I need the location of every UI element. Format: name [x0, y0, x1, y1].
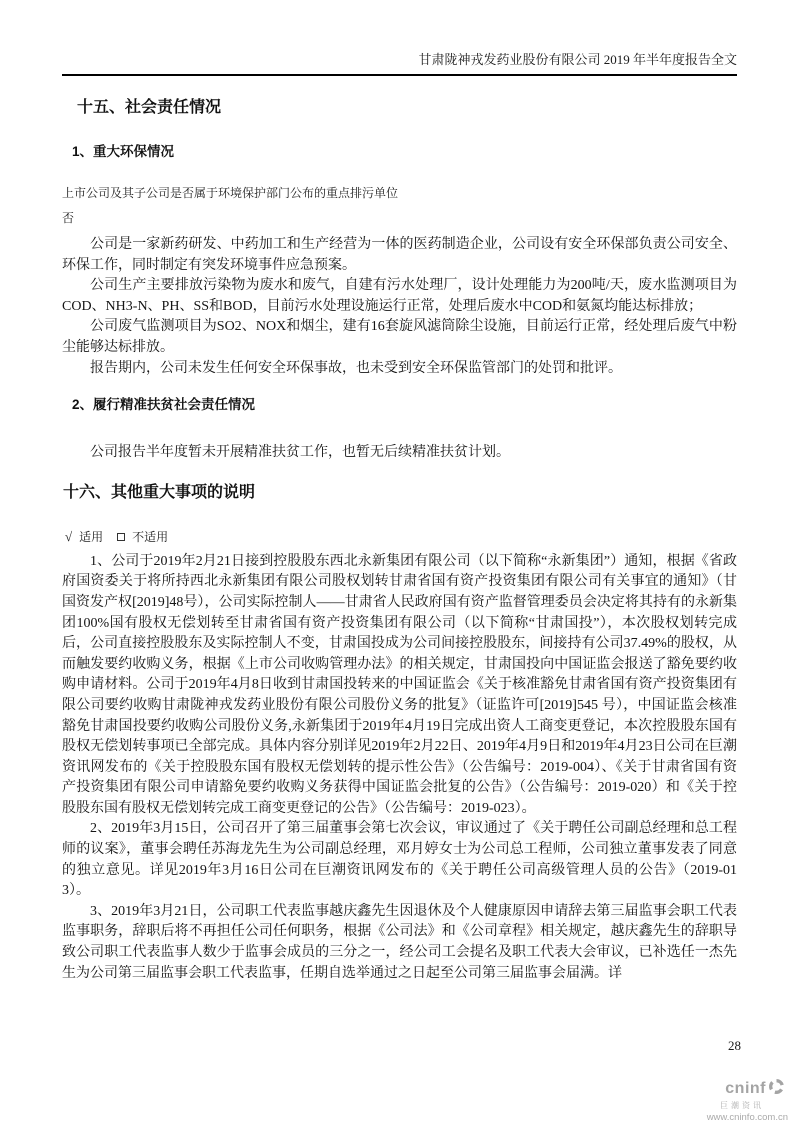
checkmark-icon: √: [65, 528, 73, 544]
cninfo-website: www.cninfo.com.cn: [706, 1112, 788, 1122]
paragraph: 报告期内，公司未发生任何安全环保事故，也未受到安全环保监管部门的处罚和批评。: [90, 360, 622, 376]
paragraph: 1、公司于2019年2月21日接到控股股东西北永新集团有限公司（以下简称“永新集团”）通知，根据《省政府国资委关于将所持西北永新集团有限公司股权划转甘肃省国有资产投资集团有限公司有关事宜的通知》（甘国资发产权[2019]48号），公司实际控制人——甘肃省人民政府国有资产监督管理委员会决定将其持有的永新集团100%国有股权无偿划转至甘肃省国有资产投资集团有限公司（以下简称“甘肃国投”），本次股权划转完成后，公司直接控股股东及实际控制人不变，甘肃国投成为公司间接控股股东，间接持有公司37.49%的股权，从而触发要约收购义务，根据《上市公司收购管理办法》的相关规定，甘肃国投向中国证监会报送了豁免要约收购申请材料。公司于2019年4月8日收到甘肃国投转来的中国证监会《关于核准豁免甘肃省国有资产投资集团有限公司要约收购甘肃陇神戎发药业股份有限公司股份义务的批复》（证监许可[2019]545 号），中国证监会核准豁免甘肃国投要约收购公司股份义务,永新集团于2019年4月19日完成出资人工商变更登记，本次控股股东国有股权无偿划转事项已全部完成。具体内容分别详见2019年2月22日、2019年4月9日和2019年4月23日公司在巨潮资讯网发布的《关于控股股东国有股权无偿划转的提示性公告》（公告编号：2019-004）、《关于甘肃省国有资产投资集团有限公司申请豁免要约收购义务获得中国证监会批复的公告》（公告编号：2019-020）和《关于控股股东国有股权无偿划转完成工商变更登记的公告》（公告编号：2019-023）。: [62, 553, 737, 816]
page-number: 28: [728, 1038, 741, 1053]
other-matters-paragraphs: [62, 552, 737, 984]
paragraph: 3、2019年3月21日，公司职工代表监事越庆鑫先生因退休及个人健康原因申请辞去第三届监事会职工代表监事职务，辞职后将不再担任公司任何职务，根据《公司法》和《公司章程》相关规定，越庆鑫先生的辞职导致公司职工代表监事人数少于监事会成员的三分之一，经公司工会提名及职工代表大会审议，已补选任一杰先生为公司第三届监事会职工代表监事，任期自选举通过之日起至公司第三届监事会届满。详: [62, 903, 737, 981]
paragraph: 公司报告半年度暂未开展精准扶贫工作，也暂无后续精准扶贫计划。: [90, 445, 510, 461]
cninfo-logo-row: [725, 1077, 786, 1100]
cninfo-logo: [670, 1077, 788, 1122]
cninfo-logo-text: cninf: [725, 1079, 766, 1097]
environment-answer: 否: [62, 211, 75, 225]
environment-paragraphs: [62, 235, 737, 379]
paragraph: 公司废气监测项目为SO2、NOX和烟尘，建有16套旋风滤筒除尘设施，目前运行正常，经处理后废气中粉尘能够达标排放。: [62, 319, 737, 355]
section-15-title: 十五、社会责任情况: [77, 99, 222, 116]
applicable-label: 适用: [79, 529, 104, 544]
not-applicable-label: 不适用: [132, 529, 169, 544]
poverty-paragraphs: [62, 443, 737, 464]
environment-question: 上市公司及其子公司是否属于环境保护部门公布的重点排污单位: [62, 186, 399, 200]
page-header-title: 甘肃陇神戎发药业股份有限公司 2019 年半年度报告全文: [418, 52, 737, 67]
applicability-line: [62, 528, 737, 546]
paragraph: 2、2019年3月15日，公司召开了第三届董事会第七次会议，审议通过了《关于聘任公司副总经理和总工程师的议案》，董事会聘任苏海龙先生为公司副总经理，邓月婷女士为公司总工程师，公司独立董事发表了同意的独立意见。详见2019年3月16日公司在巨潮资讯网发布的《关于聘任公司高级管理人员的公告》（2019-013）。: [62, 821, 737, 899]
header-rule: [62, 74, 737, 76]
paragraph: 公司是一家新药研发、中药加工和生产经营为一体的医药制造企业，公司设有安全环保部负责公司安全、环保工作，同时制定有突发环境事件应急预案。: [62, 237, 737, 273]
cninfo-swirl-icon: [767, 1077, 786, 1100]
paragraph: 公司生产主要排放污染物为废水和废气，自建有污水处理厂，设计处理能力为200吨/天，废水监测项目为COD、NH3-N、PH、SS和BOD，目前污水处理设施运行正常，处理后废水中COD和氨氮均能达标排放；: [62, 278, 737, 314]
empty-checkbox-icon: [117, 533, 125, 541]
subsection-poverty-title: 2、履行精准扶贫社会责任情况: [72, 397, 256, 413]
cninfo-chinese-name: 巨潮资讯: [720, 1101, 764, 1110]
subsection-environment-title: 1、重大环保情况: [72, 144, 175, 159]
section-16-title: 十六、其他重大事项的说明: [63, 483, 256, 501]
